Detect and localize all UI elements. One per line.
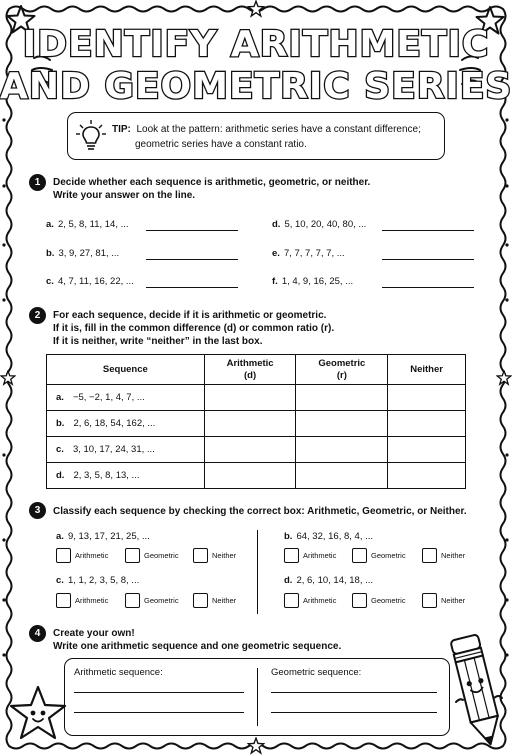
section-1-instruction-line-2: Write your answer on the line. xyxy=(53,190,196,201)
table-row xyxy=(47,437,466,463)
answer-line-a[interactable] xyxy=(146,230,238,231)
arithmetic-answer-line-1[interactable] xyxy=(74,692,244,693)
geometric-answer-line-1[interactable] xyxy=(271,692,437,693)
cell-arithmetic[interactable] xyxy=(204,463,296,489)
checkbox[interactable] xyxy=(193,548,208,563)
checkbox[interactable] xyxy=(56,593,71,608)
arithmetic-answer-line-2[interactable] xyxy=(74,712,244,713)
cell-neither[interactable] xyxy=(388,437,466,463)
section-1-item-b: b. 3, 9, 27, 81, ... xyxy=(46,248,120,259)
section-4-instruction-line-2: Write one arithmetic sequence and one geometric sequence. xyxy=(53,641,342,652)
section-2-instruction-line-3: If it is neither, write “neither” in the last box. xyxy=(53,336,263,347)
checkbox[interactable] xyxy=(422,593,437,608)
section-2-number: 2 xyxy=(29,307,46,324)
checkbox[interactable] xyxy=(352,593,367,608)
section-3-instruction: Classify each sequence by checking the correct box: Arithmetic, Geometric, or Neither. xyxy=(53,506,467,517)
star-icon xyxy=(247,0,265,18)
row-sequence: b. 2, 6, 18, 54, 162, ... xyxy=(47,411,205,437)
answer-line-e[interactable] xyxy=(382,259,474,260)
create-box-divider xyxy=(257,668,258,726)
answer-line-b[interactable] xyxy=(146,259,238,260)
arithmetic-sequence-label: Arithmetic sequence: xyxy=(74,667,163,678)
checkbox[interactable] xyxy=(284,593,299,608)
checkbox[interactable] xyxy=(284,548,299,563)
section-4-number: 4 xyxy=(29,625,46,642)
header-geometric: Geometric (r) xyxy=(296,355,388,385)
section-2-instruction-line-1: For each sequence, decide if it is arithmetic or geometric. xyxy=(53,310,327,321)
section-3-divider xyxy=(257,530,258,614)
star-icon xyxy=(496,370,512,386)
geometric-sequence-label: Geometric sequence: xyxy=(271,667,362,678)
cell-arithmetic[interactable] xyxy=(204,437,296,463)
tip-line-2: geometric series have a constant ratio. xyxy=(135,139,307,150)
header-sequence: Sequence xyxy=(47,355,205,385)
page-title-line-2: AND GEOMETRIC SERIES xyxy=(0,66,512,107)
cell-arithmetic[interactable] xyxy=(204,411,296,437)
border-dot xyxy=(505,184,508,187)
border-dot xyxy=(2,538,5,541)
section-3-number: 3 xyxy=(29,502,46,519)
border-dot xyxy=(2,653,5,656)
section-4-instruction-line-1: Create your own! xyxy=(53,628,135,639)
cell-neither[interactable] xyxy=(388,411,466,437)
table-header-row xyxy=(47,355,466,385)
section-2-instruction xyxy=(53,309,334,348)
cell-geometric[interactable] xyxy=(296,385,388,411)
border-dot xyxy=(505,243,508,246)
cell-neither[interactable] xyxy=(388,385,466,411)
answer-line-c[interactable] xyxy=(146,287,238,288)
section-3-item-c: c. 1, 1, 2, 3, 5, 8, ... xyxy=(56,575,140,586)
cell-neither[interactable] xyxy=(388,463,466,489)
section-1-item-f: f. 1, 4, 9, 16, 25, ... xyxy=(272,276,354,287)
checkbox[interactable] xyxy=(125,593,140,608)
section-3-item-a: a. 9, 13, 17, 21, 25, ... xyxy=(56,531,150,542)
answer-line-d[interactable] xyxy=(382,230,474,231)
border-dot xyxy=(2,184,5,187)
cell-arithmetic[interactable] xyxy=(204,385,296,411)
border-dot xyxy=(2,118,5,121)
section-4-instruction xyxy=(53,627,341,653)
star-mascot-icon xyxy=(8,684,68,744)
border-dot xyxy=(505,598,508,601)
checkbox[interactable] xyxy=(56,548,71,563)
tip-box xyxy=(67,112,445,160)
border-dot xyxy=(2,243,5,246)
cell-geometric[interactable] xyxy=(296,437,388,463)
checkbox[interactable] xyxy=(125,548,140,563)
answer-line-f[interactable] xyxy=(382,287,474,288)
section-1-number: 1 xyxy=(29,174,46,191)
row-sequence: a. −5, −2, 1, 4, 7, ... xyxy=(47,385,205,411)
border-dot xyxy=(505,298,508,301)
section-1-item-d: d. 5, 10, 20, 40, 80, ... xyxy=(272,219,367,230)
lightbulb-icon xyxy=(76,119,106,153)
cell-geometric[interactable] xyxy=(296,463,388,489)
section-3-item-b: b. 64, 32, 16, 8, 4, ... xyxy=(284,531,374,542)
tip-text xyxy=(112,122,438,152)
geometric-answer-line-2[interactable] xyxy=(271,712,437,713)
table-row xyxy=(47,411,466,437)
star-icon xyxy=(0,370,16,386)
cell-geometric[interactable] xyxy=(296,411,388,437)
section-1-instruction-line-1: Decide whether each sequence is arithmetic, geometric, or neither. xyxy=(53,177,371,188)
sequence-table xyxy=(46,354,466,489)
tip-label: TIP: xyxy=(112,124,131,135)
section-1-item-a: a. 2, 5, 8, 11, 14, ... xyxy=(46,219,129,230)
section-2-instruction-line-2: If it is, fill in the common difference (d) or common ratio (r). xyxy=(53,323,335,334)
checkbox[interactable] xyxy=(193,593,208,608)
star-icon xyxy=(247,737,265,755)
border-dot xyxy=(505,118,508,121)
border-dot xyxy=(505,453,508,456)
table-row xyxy=(47,385,466,411)
pencil-mascot-icon xyxy=(446,628,508,753)
section-1-item-e: e. 7, 7, 7, 7, 7, ... xyxy=(272,248,345,259)
row-sequence: c. 3, 10, 17, 24, 31, ... xyxy=(47,437,205,463)
page-title-line-1: IDENTIFY ARITHMETIC xyxy=(22,24,490,65)
header-neither: Neither xyxy=(388,355,466,385)
checkbox[interactable] xyxy=(352,548,367,563)
checkbox[interactable] xyxy=(422,548,437,563)
tip-line-1: Look at the pattern: arithmetic series have a constant difference; xyxy=(136,124,421,135)
border-dot xyxy=(2,598,5,601)
border-dot xyxy=(2,298,5,301)
section-1-instruction xyxy=(53,176,370,202)
worksheet-page: IDENTIFY ARITHMETIC AND GEOMETRIC SERIES TIP: Look at the pattern: arithmetic series have a constant difference; geometric series have a constant ratio. 1 Decide whether each sequence is arithmetic, geometric, or neither. Write your answer on the line. a. 2, 5, 8, 11, 14, ... b. 3, 9, 27, 81, ... c. 4, 7, 11, 16, 22, ... d. 5, 10, 20, 40, 80, ... e. 7, 7, 7, 7, 7, ... f. 1, 4, 9, 16, 25, ... 2 For each sequence, decide if it is arithmetic or geometric. If it is, fill in the common difference (d) or common ratio (r). If it is neither, write “neither” in the last box. Sequence Arithmetic (d) Geometric (r) Neither a. −5, −2, 1, 4, 7, ... b. 2, 6, 18, 54, 162, ... c. 3, 10, 17, 24, 31, ... d. 2, 3, 5, 8, 13, ... 3 Classify each sequence by checking the correct box: Arithmetic, Geometric, or Neither. a. 9, 13, 17, 21, 25, ... Arithmetic Geometric Neither b. 64, 32, 16, 8, 4, ... Arithmetic Geometric Neither c. 1, 1, 2, 3, 5, 8, ... Arithmetic Geometric Neither d. 2, 6, 10, 14, 18, ... Arithmetic Geometric Neither 4 Create your own! Write one arithmetic sequence and one geometric sequence. Arithmetic sequence: Geometric sequence: xyxy=(0,0,512,755)
row-sequence: d. 2, 3, 5, 8, 13, ... xyxy=(47,463,205,489)
section-3-item-d: d. 2, 6, 10, 14, 18, ... xyxy=(284,575,374,586)
border-dot xyxy=(505,538,508,541)
border-dot xyxy=(2,453,5,456)
section-1-item-c: c. 4, 7, 11, 16, 22, ... xyxy=(46,276,134,287)
header-arithmetic: Arithmetic (d) xyxy=(204,355,296,385)
table-row xyxy=(47,463,466,489)
